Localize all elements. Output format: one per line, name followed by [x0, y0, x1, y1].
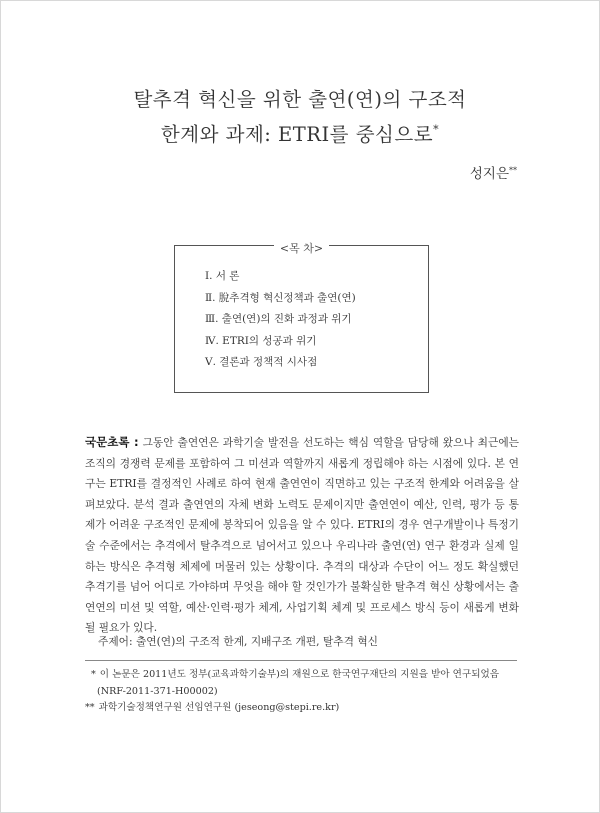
author-footnote-mark: ** [509, 166, 517, 175]
title-footnote-mark: * [433, 123, 440, 136]
title-line-2 [1, 115, 599, 150]
footnote-1 [85, 667, 525, 700]
toc-heading: <목 차> [274, 242, 329, 255]
paper-title [1, 85, 599, 150]
footnote-2-mark: ** [85, 702, 95, 713]
keywords-label: 주제어: [98, 635, 133, 648]
toc-item-4: Ⅳ. ETRI의 성공과 위기 [205, 334, 317, 347]
toc-list [205, 266, 356, 374]
abstract-text: 그동안 출연연은 과학기술 발전을 선도하는 핵심 역할을 담당해 왔으나 최근에는 조직의 경쟁력 문제를 포함하여 그 미션과 역할까지 새롭게 정립해야 하는 시점에 있다. 본 연구는 ETRI를 결정적인 사례로 하여 현재 출연연이 직면하고 있는 구조적 한계와 어려움을 살펴보았다. 분석 결과 출연연의 자체 변화 노력도 문제이지만 출연연이 예산, 인력, 평가 등 통제가 어려운 구조적인 문제에 봉착되어 있음을 알 수 있다. ETRI의 경우 연구개발이나 특정기술 수준에서는 추격에서 탈추격으로 넘어서고 있으나 우리나라 출연(연) 연구 환경과 실제 일하는 방식은 추격형 체제에 머물러 있는 상황이다. 추격의 대상과 수단이 어느 정도 확실했던 추격기를 넘어 어디로 가야하며 무엇을 해야 할 것인가가 불확실한 탈추격 혁신 상황에서는 출연연의 미션 및 역할, 예산·인력·평가 체계, 사업기획 체계 및 프로세스 방식 등이 새롭게 변화될 필요가 있다. [85, 436, 519, 635]
title-line-2-text: 한계와 과제: ETRI를 중심으로 [160, 123, 434, 146]
footnote-divider [85, 660, 517, 661]
footnote-2 [85, 700, 525, 717]
toc-item-5: Ⅴ. 결론과 정책적 시사점 [205, 356, 318, 369]
abstract-label: 국문초록 : [85, 435, 139, 449]
toc-item-3: Ⅲ. 출연(연)의 진화 과정과 위기 [205, 313, 352, 326]
abstract-paragraph [85, 432, 519, 639]
author [470, 162, 517, 182]
title-line-1: 탈추격 혁신을 위한 출연(연)의 구조적 [133, 88, 467, 111]
footnote-1-mark: * [91, 669, 96, 680]
footnote-2-text: 과학기술정책연구원 선임연구원 (jeseong@stepi.re.kr) [98, 702, 340, 713]
toc-heading-wrap [175, 237, 428, 256]
footnote-1-text: 이 논문은 2011년도 정부(교육과학기술부)의 재원으로 한국연구재단의 지원을 받아 연구되었음(NRF-2011-371-H00002) [97, 669, 499, 697]
abstract [85, 432, 519, 639]
table-of-contents [174, 242, 429, 393]
keywords-text: 출연(연)의 구조적 한계, 지배구조 개편, 탈추격 혁신 [135, 635, 378, 648]
toc-item-1: Ⅰ. 서 론 [205, 270, 240, 282]
author-name: 성지은 [469, 166, 509, 182]
footnotes [85, 667, 525, 717]
keywords [98, 634, 378, 649]
toc-item-2: Ⅱ. 脫추격형 혁신정책과 출연(연) [205, 291, 356, 304]
